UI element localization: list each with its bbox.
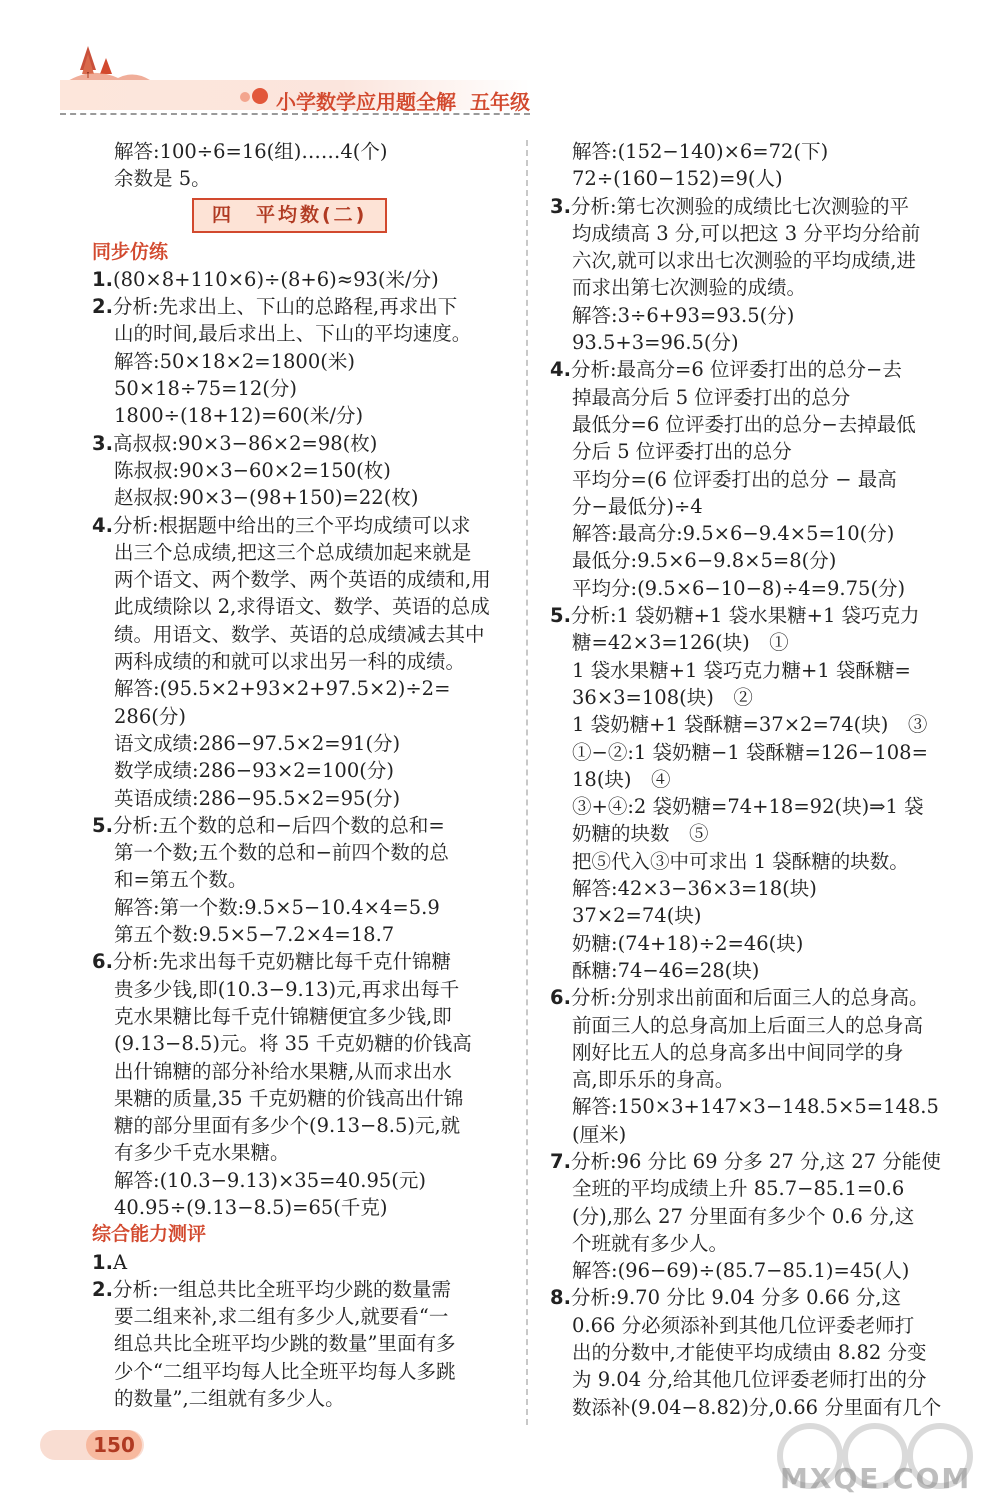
text-line: 六次,就可以求出七次测验的平均成绩,进 — [572, 249, 916, 273]
item-number: 2. — [92, 1277, 113, 1301]
item-text: 分析:分别求出前面和后面三人的总身高。 — [570, 986, 929, 1010]
header-dot-large — [252, 88, 268, 104]
text-line: 均成绩高 3 分,可以把这 3 分平均分给前 — [572, 221, 921, 245]
item-number: 1. — [92, 267, 113, 291]
text-line: ③+④:2 袋奶糖=74+18=92(块)⇒1 袋 — [572, 795, 924, 819]
item-text: 分析:先求出上、下山的总路程,再求出下 — [112, 295, 458, 319]
text-line: 数添补(9.04−8.82)分,0.66 分里面有几个 — [572, 1395, 942, 1419]
item-number: 5. — [550, 604, 571, 628]
text-line: 出的分数中,才能使平均成绩由 8.82 分变 — [572, 1341, 927, 1365]
text-line: 40.95÷(9.13−8.5)=65(千克) — [114, 1195, 388, 1219]
chapter-banner — [92, 193, 502, 239]
page-header — [0, 0, 1000, 120]
text-line: 克水果糖比每千克什锦糖便宜多少钱,即 — [114, 1004, 452, 1028]
item-number: 4. — [550, 358, 571, 382]
text-line: 糖=42×3=126(块) ① — [572, 631, 789, 655]
text-line: 前面三人的总身高加上后面三人的总身高 — [572, 1013, 924, 1037]
item-text: 分析:1 袋奶糖+1 袋水果糖+1 袋巧克力 — [570, 604, 920, 628]
item-number: 4. — [92, 513, 113, 537]
text-line: 英语成绩:286−95.5×2=95(分) — [114, 786, 401, 810]
text-line: 贵多少钱,即(10.3−9.13)元,再求出每千 — [114, 977, 460, 1001]
text-line: 奶糖:(74+18)÷2=46(块) — [572, 931, 804, 955]
text-line: 奶糖的块数 ⑤ — [572, 822, 709, 846]
text-line: 解答:最高分:9.5×6−9.4×5=10(分) — [572, 522, 895, 546]
text-line: 刚好比五人的总身高多出中间同学的身 — [572, 1040, 904, 1064]
text-line: 把⑤代入③中可求出 1 袋酥糖的块数。 — [572, 849, 909, 873]
text-line: 山的时间,最后求出上、下山的平均速度。 — [114, 322, 472, 346]
header-landscape-decoration — [62, 44, 152, 84]
text-line: 解答:(95.5×2+93×2+97.5×2)÷2= — [114, 677, 451, 701]
answer-item — [550, 193, 962, 220]
item-text: 分析:9.70 分比 9.04 分多 0.66 分,这 — [570, 1286, 901, 1310]
item-text: A — [112, 1250, 128, 1274]
text-line: 1 袋奶糖+1 袋酥糖=37×2=74(块) ③ — [572, 713, 928, 737]
text-line: 平均分:(9.5×6−10−8)÷4=9.75(分) — [572, 576, 906, 600]
text-line: 绩。用语文、数学、英语的总成绩减去其中 — [114, 622, 485, 646]
text-line: 最低分:9.5×6−9.8×5=8(分) — [572, 549, 837, 573]
item-number: 3. — [550, 194, 571, 218]
text-line: 最低分=6 位评委打出的总分−去掉最低 — [572, 412, 916, 436]
chapter-title: 四 平均数(二) — [192, 198, 387, 233]
text-line: 赵叔叔:90×3−(98+150)=22(枚) — [114, 486, 419, 510]
answer-item — [550, 602, 962, 629]
page-number-badge — [40, 1430, 144, 1460]
item-text: 分析:五个数的总和−后四个数的总和= — [112, 813, 445, 837]
text-line: 出什锦糖的部分补给水果糖,从而求出水 — [114, 1059, 452, 1083]
text-line: 93.5+3=96.5(分) — [572, 331, 739, 355]
answer-item — [92, 1276, 502, 1303]
text-line: 糖的部分里面有多少个(9.13−8.5)元,就 — [114, 1114, 461, 1138]
text-line: 有多少千克水果糖。 — [114, 1141, 290, 1165]
item-number: 6. — [92, 950, 113, 974]
text-line: 解答:3÷6+93=93.5(分) — [572, 303, 795, 327]
item-number: 1. — [92, 1250, 113, 1274]
text-line: 少个“二组平均每人比全班平均每人多跳 — [114, 1359, 456, 1383]
text-line: 1800÷(18+12)=60(米/分) — [114, 404, 364, 428]
text-line: 语文成绩:286−97.5×2=91(分) — [114, 731, 401, 755]
text-line: 掉最高分后 5 位评委打出的总分 — [572, 385, 851, 409]
text-line: 解答:(96−69)÷(85.7−85.1)=45(人) — [572, 1259, 910, 1283]
item-number: 6. — [550, 986, 571, 1010]
header-dashed-rule — [60, 113, 530, 115]
text-line: 解答:150×3+147×3−148.5×5=148.5 — [572, 1095, 939, 1119]
text-line: 高,即乐乐的身高。 — [572, 1068, 735, 1092]
item-number: 7. — [550, 1149, 571, 1173]
item-text: 分析:96 分比 69 分多 27 分,这 27 分能使 — [570, 1149, 941, 1173]
item-text: 分析:根据题中给出的三个平均成绩可以求 — [112, 513, 471, 537]
text-line: 18(块) ④ — [572, 767, 671, 791]
answer-item — [92, 293, 502, 320]
header-title — [276, 86, 530, 115]
text-line: 的数量”,二组就有多少人。 — [114, 1387, 345, 1411]
text-line: 要二组来补,求二组有多少人,就要看“一 — [114, 1305, 449, 1329]
text-line: 解答:(10.3−9.13)×35=40.95(元) — [114, 1168, 426, 1192]
text-line: 酥糖:74−46=28(块) — [572, 958, 760, 982]
item-number: 2. — [92, 295, 113, 319]
answer-item — [92, 948, 502, 975]
text-line: 解答:42×3−36×3=18(块) — [572, 877, 817, 901]
item-number: 5. — [92, 813, 113, 837]
text-line: 解答:第一个数:9.5×5−10.4×4=5.9 — [114, 895, 440, 919]
text-line: 果糖的质量,35 千克奶糖的价钱高出什锦 — [114, 1086, 464, 1110]
text-line: 而求出第七次测验的成绩。 — [572, 276, 807, 300]
text-line: 37×2=74(块) — [572, 904, 702, 928]
text-line: 分后 5 位评委打出的总分 — [572, 440, 792, 464]
watermark-text: MXQE.COM — [780, 1462, 972, 1495]
answer-item — [92, 1249, 502, 1276]
text-line: 两科成绩的和就可以求出另一科的成绩。 — [114, 650, 466, 674]
right-column — [550, 138, 962, 1421]
text-line: 50×18÷75=12(分) — [114, 377, 297, 401]
text-line: 数学成绩:286−93×2=100(分) — [114, 759, 394, 783]
text-line: 组总共比全班平均少跳的数量”里面有多 — [114, 1332, 456, 1356]
item-text: 分析:最高分=6 位评委打出的总分−去 — [570, 358, 902, 382]
text-line: 第一个数;五个数的总和−前四个数的总 — [114, 841, 449, 865]
answer-item — [92, 512, 502, 539]
text-line: 第五个数:9.5×5−7.2×4=18.7 — [114, 923, 395, 947]
text-line: 全班的平均成绩上升 85.7−85.1=0.6 — [572, 1177, 905, 1201]
section-heading: 同步仿练 — [92, 240, 169, 263]
item-number: 8. — [550, 1286, 571, 1310]
text-line: (厘米) — [572, 1122, 627, 1146]
text-line: 为 9.04 分,给其他几位评委老师打出的分 — [572, 1368, 927, 1392]
text-line: 286(分) — [114, 704, 186, 728]
text-line: 72÷(160−152)=9(人) — [572, 167, 783, 191]
text-line: 两个语文、两个数学、两个英语的成绩和,用 — [114, 568, 491, 592]
answer-item — [550, 1284, 962, 1311]
text-line: 36×3=108(块) ② — [572, 685, 753, 709]
text-line: 出三个总成绩,把这三个总成绩加起来就是 — [114, 540, 472, 564]
grade-label: 五年级 — [470, 90, 530, 114]
left-column — [92, 138, 502, 1412]
text-line: 余数是 5。 — [114, 167, 211, 191]
text-line: (9.13−8.5)元。将 35 千克奶糖的价钱高 — [114, 1032, 472, 1056]
text-line: 解答:(152−140)×6=72(下) — [572, 140, 829, 163]
text-line: 解答:100÷6=16(组)……4(个) — [114, 140, 388, 163]
answer-item — [550, 356, 962, 383]
header-dot-small — [240, 92, 250, 102]
answer-item — [92, 266, 502, 293]
page-number: 150 — [86, 1430, 142, 1460]
text-line: 平均分=(6 位评委打出的总分 − 最高 — [572, 467, 897, 491]
answer-item — [92, 812, 502, 839]
text-line: 0.66 分必须添补到其他几位评委老师打 — [572, 1313, 915, 1337]
text-line: 1 袋水果糖+1 袋巧克力糖+1 袋酥糖= — [572, 658, 911, 682]
column-divider — [526, 140, 528, 1425]
text-line: 解答:50×18×2=1800(米) — [114, 349, 355, 373]
text-line: 此成绩除以 2,求得语文、数学、英语的总成 — [114, 595, 490, 619]
answer-item — [550, 1148, 962, 1175]
item-text: 分析:第七次测验的成绩比七次测验的平 — [570, 194, 910, 218]
text-line: 个班就有多少人。 — [572, 1231, 729, 1255]
text-line: 分−最低分)÷4 — [572, 494, 703, 518]
item-text: 分析:先求出每千克奶糖比每千克什锦糖 — [112, 950, 452, 974]
item-text: 分析:一组总共比全班平均少跳的数量需 — [112, 1277, 452, 1301]
book-title: 小学数学应用题全解 — [276, 90, 456, 114]
item-text: (80×8+110×6)÷(8+6)≈93(米/分) — [112, 267, 439, 291]
item-number: 3. — [92, 431, 113, 455]
text-line: 和=第五个数。 — [114, 868, 248, 892]
section-heading: 综合能力测评 — [92, 1223, 207, 1246]
item-text: 高叔叔:90×3−86×2=98(枚) — [112, 431, 378, 455]
answer-item — [550, 984, 962, 1011]
text-line: ①−②:1 袋奶糖−1 袋酥糖=126−108= — [572, 740, 928, 764]
text-line: 陈叔叔:90×3−60×2=150(枚) — [114, 458, 391, 482]
answer-item — [92, 430, 502, 457]
text-line: (分),那么 27 分里面有多少个 0.6 分,这 — [572, 1204, 915, 1228]
